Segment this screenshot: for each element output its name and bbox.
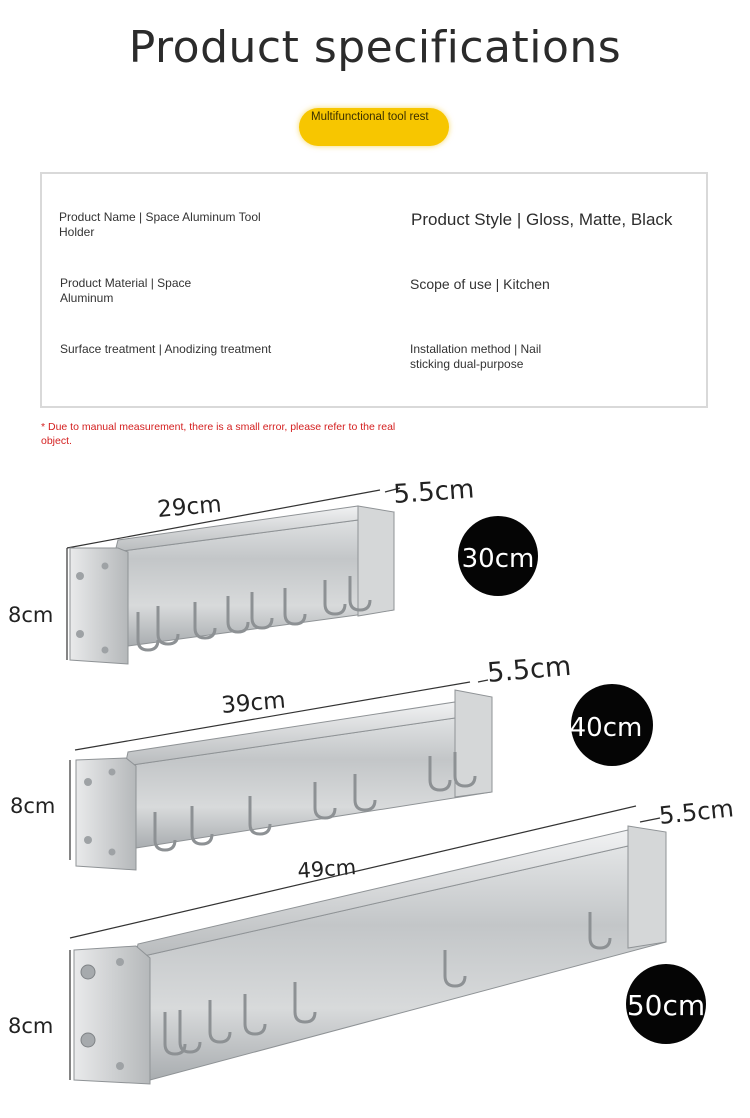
size-diagram [0, 460, 750, 1118]
spec-table [40, 172, 708, 408]
spec-material: Product Material | Space Aluminum [60, 276, 192, 305]
screw-icon [116, 958, 124, 966]
depth-label: 5.5cm [392, 474, 476, 510]
rack-end-cap [358, 506, 394, 616]
screw-icon [81, 1033, 95, 1047]
measurement-note: * Due to manual measurement, there is a small error, please refer to the real object. [41, 421, 396, 447]
screw-icon [109, 769, 116, 776]
length-label: 49cm [296, 854, 357, 883]
spec-surface: Surface treatment | Anodizing treatment [60, 342, 272, 356]
screw-icon [76, 630, 84, 638]
size-circle-label: 40cm [569, 713, 643, 743]
height-label: 8cm [10, 794, 56, 818]
rack-29cm [8, 474, 538, 664]
screw-icon [102, 563, 109, 570]
screw-icon [102, 647, 109, 654]
spec-product-name: Product Name | Space Aluminum Tool Holder [59, 210, 261, 239]
rack-end-cap [628, 826, 666, 948]
category-badge-label: Multifunctional tool rest [311, 111, 429, 123]
screw-icon [76, 572, 84, 580]
page-title: Product specifications [128, 22, 622, 73]
depth-dimension-line [478, 680, 488, 682]
wall-bracket [70, 548, 128, 664]
spec-product-style: Product Style | Gloss, Matte, Black [411, 210, 673, 229]
wall-bracket [76, 758, 136, 870]
screw-icon [116, 1062, 124, 1070]
depth-label: 5.5cm [485, 650, 573, 689]
rack-body [135, 842, 666, 1080]
screw-icon [81, 965, 95, 979]
screw-icon [84, 778, 92, 786]
depth-dimension-line [640, 818, 660, 822]
height-label: 8cm [8, 1014, 54, 1038]
depth-label: 5.5cm [657, 794, 735, 830]
spec-install: Installation method | Nail sticking dual-purpose [410, 342, 542, 371]
size-circle-label: 50cm [626, 989, 706, 1022]
category-badge [299, 108, 449, 146]
length-label: 29cm [156, 491, 223, 523]
screw-icon [84, 836, 92, 844]
rack-39cm [10, 651, 653, 870]
height-label: 8cm [8, 603, 54, 627]
screw-icon [109, 849, 116, 856]
size-circle-label: 30cm [461, 544, 535, 574]
spec-scope: Scope of use | Kitchen [410, 276, 550, 292]
length-label: 39cm [220, 687, 287, 719]
